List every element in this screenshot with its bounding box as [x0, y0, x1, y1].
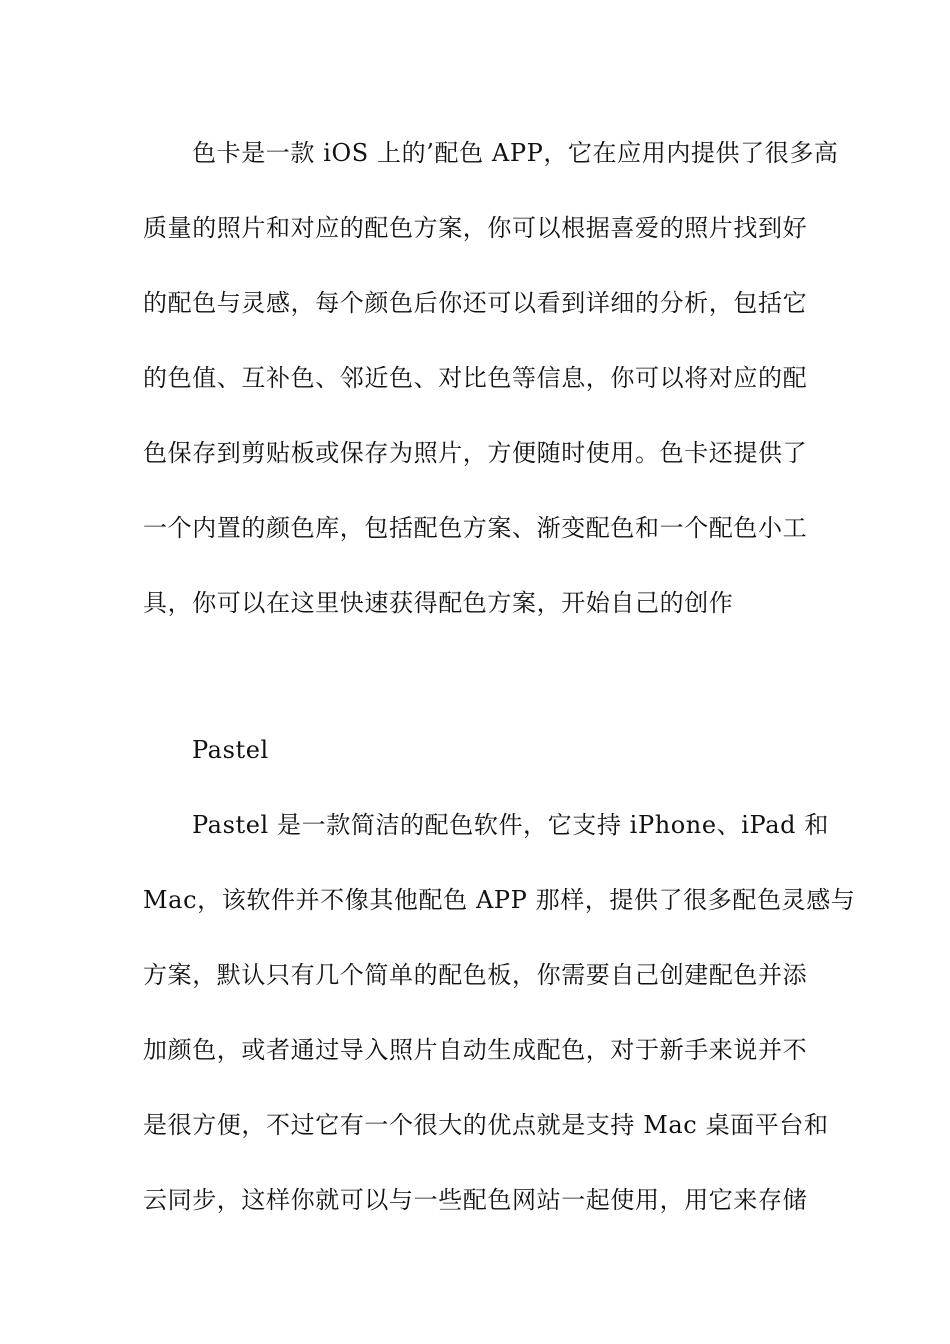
text-line: 方案，默认只有几个简单的配色板，你需要自己创建配色并添	[143, 961, 808, 989]
text-line: Pastel 是一款简洁的配色软件，它支持 iPhone、iPad 和	[192, 811, 829, 839]
text-line: 的配色与灵感，每个颜色后你还可以看到详细的分析，包括它	[143, 289, 808, 317]
text-line: 色卡是一款 iOS 上的’配色 APP，它在应用内提供了很多高	[192, 139, 839, 167]
section-heading: Pastel	[192, 736, 269, 764]
text-line: 质量的照片和对应的配色方案，你可以根据喜爱的照片找到好	[143, 214, 808, 242]
text-line: Mac，该软件并不像其他配色 APP 那样，提供了很多配色灵感与	[143, 886, 856, 914]
text-line: 加颜色，或者通过导入照片自动生成配色，对于新手来说并不	[143, 1036, 808, 1064]
text-line: 云同步，这样你就可以与一些配色网站一起使用，用它来存储	[143, 1186, 808, 1214]
text-line: 色保存到剪贴板或保存为照片，方便随时使用。色卡还提供了	[143, 439, 808, 467]
text-line: 一个内置的颜色库，包括配色方案、渐变配色和一个配色小工	[143, 514, 808, 542]
text-line: 具，你可以在这里快速获得配色方案，开始自己的创作	[143, 589, 734, 617]
text-line: 是很方便，不过它有一个很大的优点就是支持 Mac 桌面平台和	[143, 1111, 829, 1139]
text-line: 的色值、互补色、邻近色、对比色等信息，你可以将对应的配	[143, 364, 808, 392]
